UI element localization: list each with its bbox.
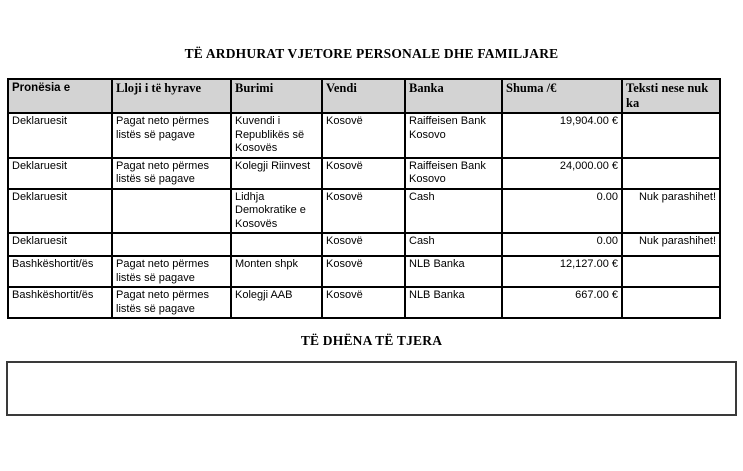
cell-bank: NLB Banka — [405, 256, 502, 287]
col-header-income-type: Lloji i të hyrave — [112, 79, 231, 113]
cell-note — [622, 113, 720, 158]
cell-source: Monten shpk — [231, 256, 322, 287]
cell-income-type: Pagat neto përmes listës së pagave — [112, 158, 231, 189]
cell-source: Kolegji AAB — [231, 287, 322, 318]
cell-note — [622, 158, 720, 189]
cell-amount: 24,000.00 € — [502, 158, 622, 189]
cell-bank: Cash — [405, 189, 502, 234]
cell-owner: Deklaruesit — [8, 189, 112, 234]
income-section-title: TË ARDHURAT VJETORE PERSONALE DHE FAMILJARE — [184, 46, 559, 61]
cell-note — [622, 287, 720, 318]
other-data-empty-box — [6, 361, 737, 416]
cell-owner: Bashkëshortit/ës — [8, 256, 112, 287]
cell-note: Nuk parashihet! — [622, 233, 720, 256]
cell-bank: Raiffeisen Bank Kosovo — [405, 113, 502, 158]
cell-income-type: Pagat neto përmes listës së pagave — [112, 287, 231, 318]
col-header-bank: Banka — [405, 79, 502, 113]
cell-country: Kosovë — [322, 113, 405, 158]
cell-country: Kosovë — [322, 287, 405, 318]
cell-income-type: Pagat neto përmes listës së pagave — [112, 113, 231, 158]
cell-note — [622, 256, 720, 287]
col-header-ownership: Pronësia e — [8, 79, 112, 113]
cell-income-type — [112, 189, 231, 234]
col-header-note: Teksti nese nuk ka — [622, 79, 720, 113]
cell-country: Kosovë — [322, 233, 405, 256]
cell-country: Kosovë — [322, 158, 405, 189]
table-row — [8, 113, 720, 158]
cell-source: Kolegji Riinvest — [231, 158, 322, 189]
cell-source: Kuvendi i Republikës së Kosovës — [231, 113, 322, 158]
cell-owner: Deklaruesit — [8, 233, 112, 256]
cell-owner: Bashkëshortit/ës — [8, 287, 112, 318]
table-row — [8, 158, 720, 189]
table-row — [8, 189, 720, 234]
income-table — [7, 78, 721, 319]
cell-bank: NLB Banka — [405, 287, 502, 318]
cell-owner: Deklaruesit — [8, 113, 112, 158]
table-row — [8, 233, 720, 256]
cell-amount: 0.00 — [502, 233, 622, 256]
cell-owner: Deklaruesit — [8, 158, 112, 189]
cell-bank: Cash — [405, 233, 502, 256]
cell-bank: Raiffeisen Bank Kosovo — [405, 158, 502, 189]
cell-amount: 19,904.00 € — [502, 113, 622, 158]
cell-amount: 12,127.00 € — [502, 256, 622, 287]
col-header-source: Burimi — [231, 79, 322, 113]
table-row — [8, 287, 720, 318]
income-table-header-row — [8, 79, 720, 113]
cell-amount: 0.00 — [502, 189, 622, 234]
cell-income-type: Pagat neto përmes listës së pagave — [112, 256, 231, 287]
cell-amount: 667.00 € — [502, 287, 622, 318]
cell-note: Nuk parashihet! — [622, 189, 720, 234]
col-header-country: Vendi — [322, 79, 405, 113]
cell-source — [231, 233, 322, 256]
col-header-amount: Shuma /€ — [502, 79, 622, 113]
cell-income-type — [112, 233, 231, 256]
cell-country: Kosovë — [322, 256, 405, 287]
table-row — [8, 256, 720, 287]
other-data-section-title: TË DHËNA TË TJERA — [300, 333, 443, 348]
cell-source: Lidhja Demokratike e Kosovës — [231, 189, 322, 234]
cell-country: Kosovë — [322, 189, 405, 234]
